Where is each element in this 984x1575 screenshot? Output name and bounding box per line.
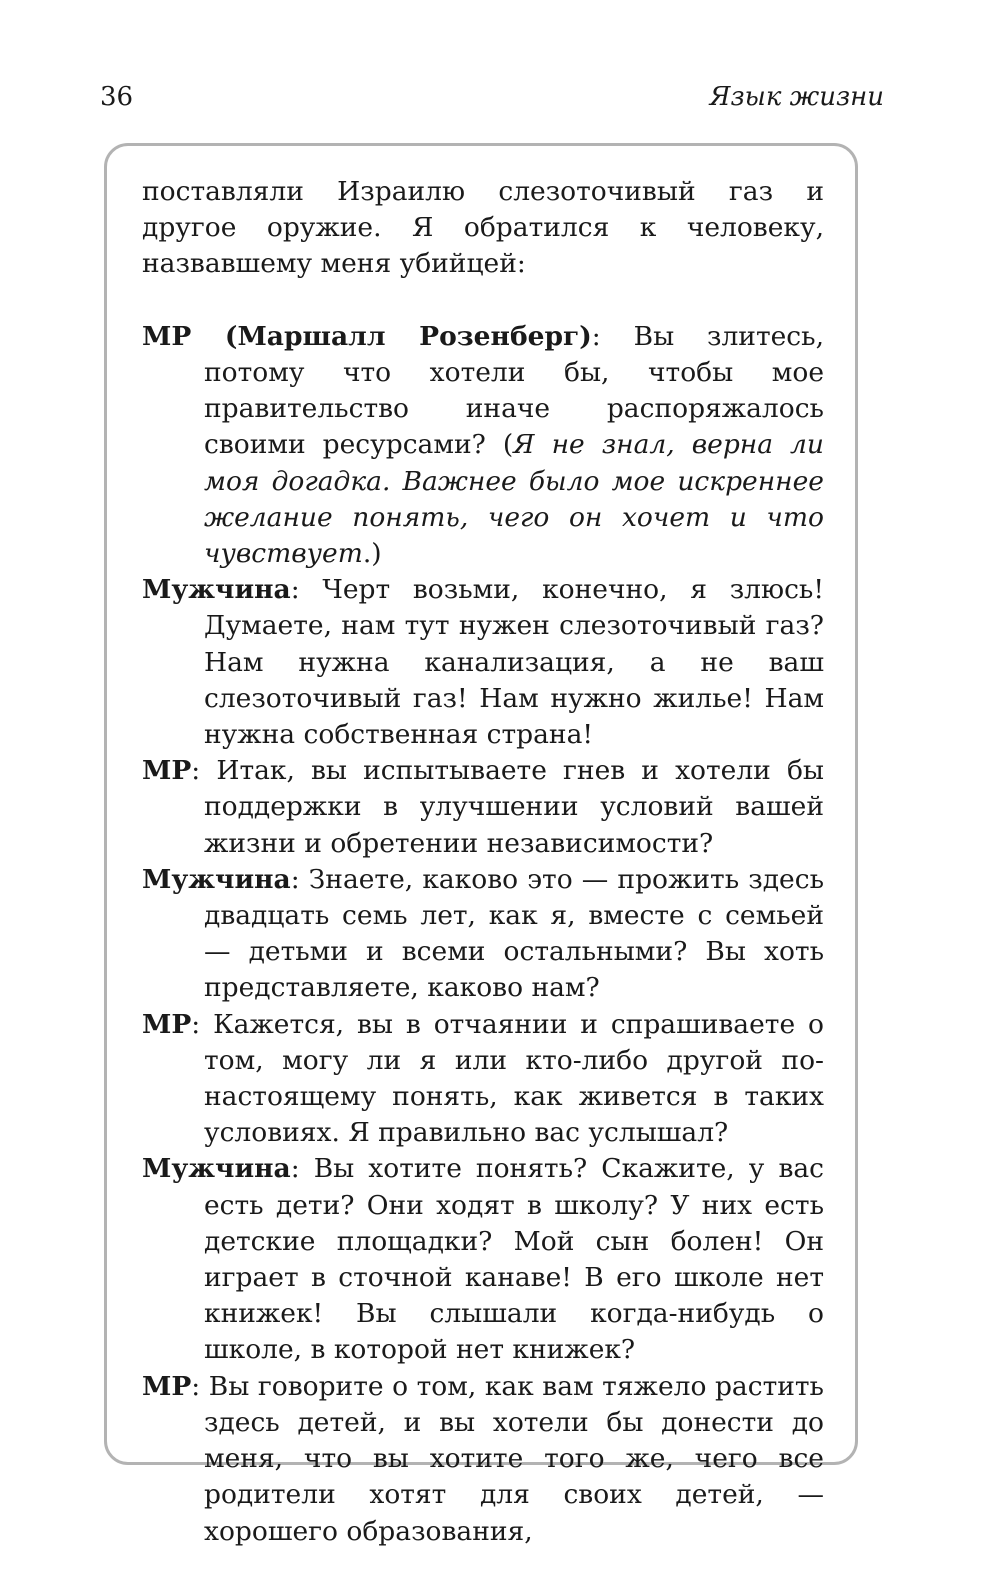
running-title: Язык жизни bbox=[709, 82, 884, 112]
intro-paragraph: поставляли Израилю слезоточивый газ и другое оружие. Я обратился к человеку, назвавшему меня убийцей: bbox=[142, 176, 824, 280]
speech-text: Черт возьми, конечно, я злюсь! Думаете, нам тут нужен слезоточивый газ? Нам нужна канализация, а не ваш слезоточивый газ! Нам нужно жилье! Нам нужна собственная страна! bbox=[204, 574, 824, 751]
speech-text: Кажется, вы в отчаянии и спрашиваете о том, могу ли я или кто-либо другой по-настоящему понять, как живется в таких условиях. Я правильно вас услышал? bbox=[204, 1008, 824, 1149]
speech-text: Вы хотите понять? Скажите, у вас есть дети? Они ходят в школу? У них есть детские площадки? Мой сын болен! Он играет в сточной канаве! В его школе нет книжек! Вы слышали когда-нибудь о школе, в которой нет книжек? bbox=[204, 1153, 825, 1366]
speech-text: Вы злитесь, потому что хотели бы, чтобы мое правительство иначе распоряжалось своими ресурсами? ( bbox=[204, 320, 825, 461]
speaker-name: МР bbox=[142, 755, 192, 787]
speaker-name: МР bbox=[142, 1008, 192, 1040]
speech-text: Знаете, каково это — прожить здесь двадцать семь лет, как я, вместе с семьей — детьми и всеми остальными? Вы хоть представляете, каково нам? bbox=[204, 863, 824, 1004]
dialogue-turn: МР: Вы говорите о том, как вам тяжело растить здесь детей, и вы хотели бы донести до меня, что вы хотите того же, чего все родители хотят для своих детей, — хорошего образования, bbox=[142, 1370, 824, 1547]
speech-text: Вы говорите о том, как вам тяжело растить здесь детей, и вы хотели бы донести до меня, что вы хотите того же, чего все родители хотят для своих детей, — хорошего образования, bbox=[204, 1370, 824, 1547]
speaker-name: Мужчина bbox=[142, 1153, 291, 1185]
dialogue-turn: МР (Маршалл Розенберг): Вы злитесь, потому что хотели бы, чтобы мое правительство иначе распоряжалось своими ресурсами? (Я не знал, верна ли моя догадка. Важнее было мое искреннее желание понять, чего он хочет и что чувствует.) bbox=[142, 320, 825, 570]
remark-tail: .) bbox=[362, 538, 382, 570]
dialogue-turn: Мужчина: Вы хотите понять? Скажите, у вас есть дети? Они ходят в школу? У них есть детские площадки? Мой сын болен! Он играет в сточной канаве! В его школе нет книжек! Вы слышали когда-нибудь о школе, в которой нет книжек? bbox=[142, 1153, 825, 1366]
page-number: 36 bbox=[100, 82, 134, 112]
dialogue-turn: МР: Кажется, вы в отчаянии и спрашиваете о том, могу ли я или кто-либо другой по-настоящему понять, как живется в таких условиях. Я правильно вас услышал? bbox=[142, 1008, 824, 1149]
dialogue-turn: Мужчина: Черт возьми, конечно, я злюсь! Думаете, нам тут нужен слезоточивый газ? Нам нужна канализация, а не ваш слезоточивый газ! Нам нужно жилье! Нам нужна собственная страна! bbox=[142, 574, 824, 751]
speaker-name: МР bbox=[142, 1370, 192, 1402]
dialogue-turn: МР: Итак, вы испытываете гнев и хотели бы поддержки в улучшении условий вашей жизни и обретении независимости? bbox=[142, 755, 824, 859]
dialogue-turn: Мужчина: Знаете, каково это — прожить здесь двадцать семь лет, как я, вместе с семьей — детьми и всеми остальными? Вы хоть представляете, каково нам? bbox=[142, 863, 824, 1004]
speaker-name: Мужчина bbox=[142, 574, 291, 606]
speech-text: Итак, вы испытываете гнев и хотели бы поддержки в улучшении условий вашей жизни и обретении независимости? bbox=[204, 755, 824, 859]
author-remark: Я не знал, верна ли моя догадка. Важнее было мое искреннее желание понять, чего он хочет и что чувствует bbox=[204, 429, 824, 570]
page-body bbox=[142, 174, 824, 1550]
speaker-name: Мужчина bbox=[142, 863, 291, 895]
speaker-name: МР (Маршалл Розенберг) bbox=[142, 320, 592, 352]
